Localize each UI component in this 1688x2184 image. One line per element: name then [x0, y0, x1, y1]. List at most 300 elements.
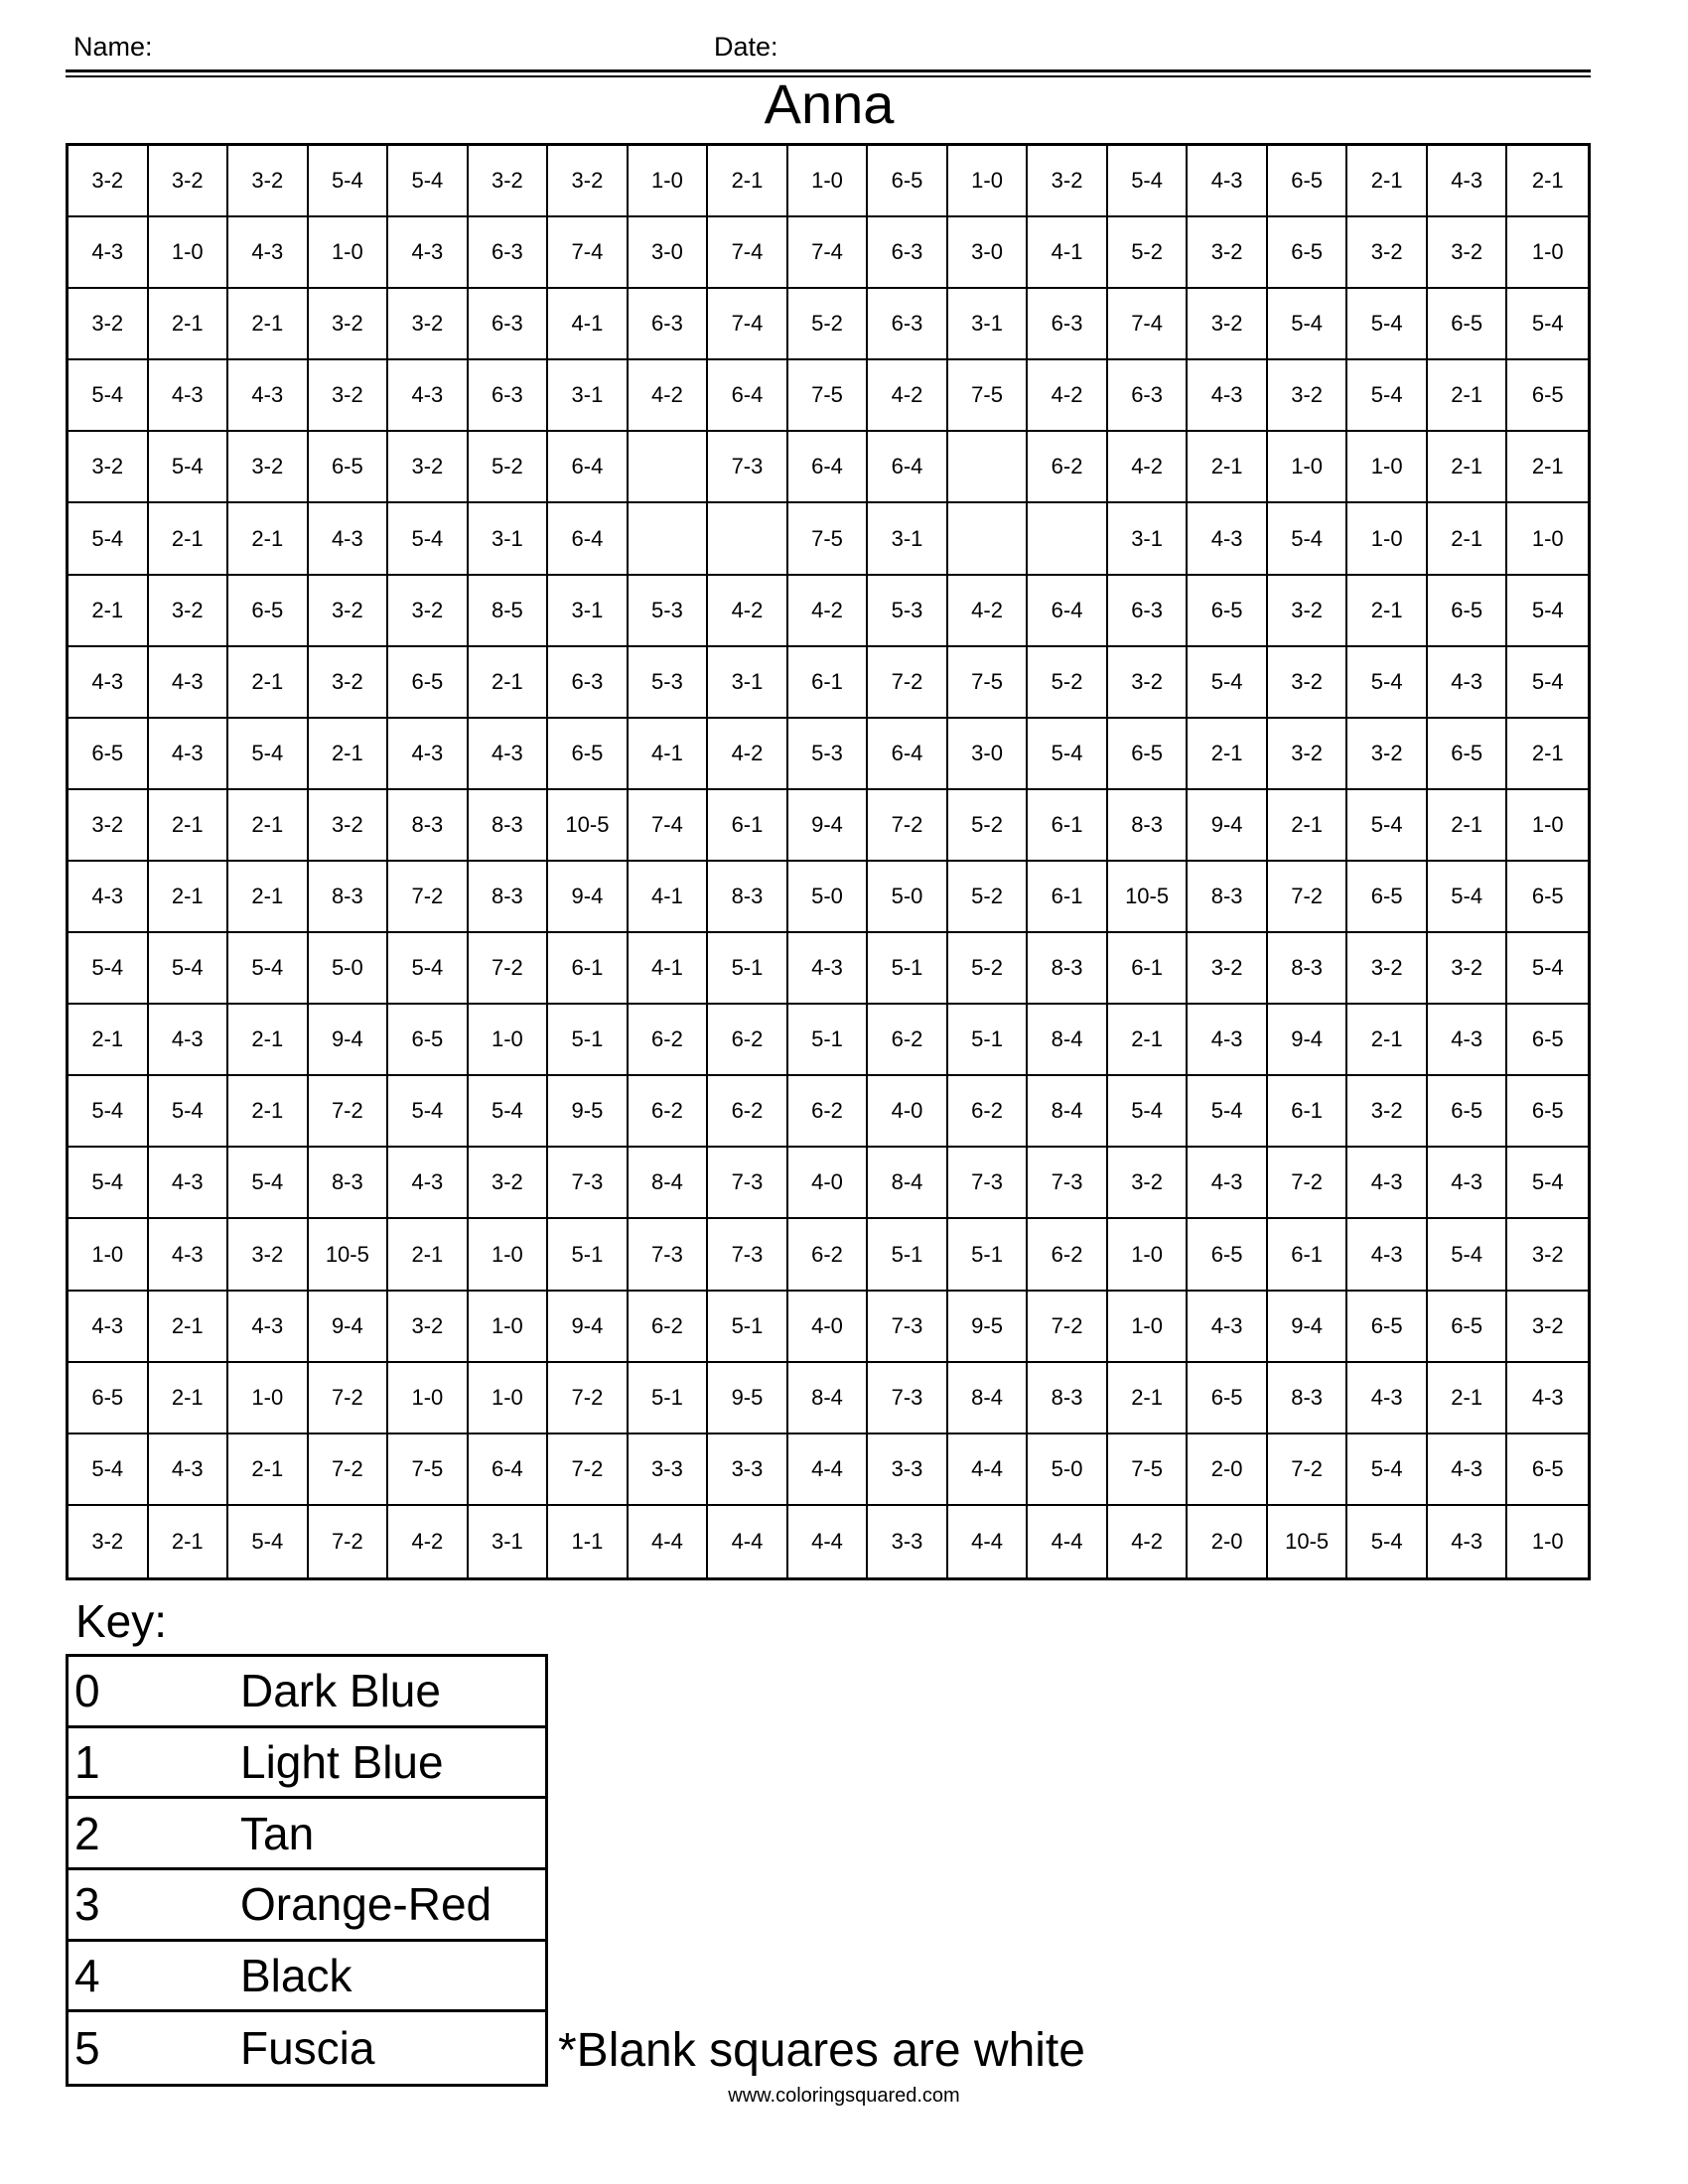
grid-cell: 2-1 [1108, 1363, 1189, 1434]
grid-cell: 7-5 [948, 647, 1029, 719]
grid-cell: 10-5 [1268, 1506, 1348, 1577]
grid-cell: 6-2 [788, 1219, 869, 1291]
grid-cell: 5-4 [228, 933, 309, 1005]
grid-cell: 5-1 [708, 933, 788, 1005]
grid-cell: 3-2 [1028, 146, 1108, 217]
grid-cell: 7-2 [548, 1363, 629, 1434]
grid-cell: 5-4 [149, 1076, 229, 1148]
grid-cell: 7-4 [708, 217, 788, 289]
grid-cell: 6-2 [1028, 1219, 1108, 1291]
grid-cell: 6-1 [1268, 1076, 1348, 1148]
grid-cell: 8-3 [1268, 1363, 1348, 1434]
grid-cell: 6-2 [708, 1076, 788, 1148]
grid-cell: 4-3 [388, 719, 469, 790]
grid-cell: 3-2 [69, 790, 149, 862]
grid-cell: 3-2 [1347, 217, 1428, 289]
grid-cell: 9-4 [548, 862, 629, 933]
grid-cell: 2-1 [309, 719, 389, 790]
grid-cell: 5-4 [469, 1076, 549, 1148]
grid-cell: 1-0 [1108, 1292, 1189, 1363]
grid-cell: 7-2 [309, 1506, 389, 1577]
grid-cell: 4-3 [228, 1292, 309, 1363]
grid-cell: 3-2 [1268, 719, 1348, 790]
grid-cell: 6-2 [868, 1005, 948, 1076]
grid-cell: 4-1 [629, 719, 709, 790]
grid-cell: 3-2 [149, 146, 229, 217]
grid-cell: 4-3 [69, 862, 149, 933]
grid-cell: 2-1 [1108, 1005, 1189, 1076]
grid-cell: 6-2 [948, 1076, 1029, 1148]
grid-cell: 2-1 [1428, 432, 1508, 503]
grid-cell: 6-2 [629, 1005, 709, 1076]
grid-cell: 6-5 [388, 647, 469, 719]
name-label: Name: [73, 32, 153, 62]
grid-cell: 9-4 [788, 790, 869, 862]
grid-cell: 7-4 [1108, 289, 1189, 360]
grid-cell: 6-5 [1347, 1292, 1428, 1363]
grid-cell: 6-4 [469, 1434, 549, 1506]
grid-cell: 6-4 [548, 432, 629, 503]
grid-cell: 2-1 [1428, 1363, 1508, 1434]
grid-cell: 5-4 [1507, 1148, 1588, 1219]
grid-cell: 3-3 [708, 1434, 788, 1506]
key-color-name: Light Blue [240, 1735, 444, 1788]
grid-cell: 3-2 [388, 576, 469, 647]
grid-cell: 6-4 [1028, 576, 1108, 647]
grid-cell: 5-4 [1188, 647, 1268, 719]
grid-cell: 7-2 [309, 1363, 389, 1434]
grid-cell: 3-0 [948, 719, 1029, 790]
grid-cell: 4-3 [69, 647, 149, 719]
date-label: Date: [714, 32, 778, 62]
grid-cell: 3-2 [1188, 933, 1268, 1005]
grid-cell: 8-4 [948, 1363, 1029, 1434]
grid-cell: 6-5 [69, 719, 149, 790]
grid-cell: 6-5 [1188, 1219, 1268, 1291]
grid-cell: 6-5 [1507, 1434, 1588, 1506]
grid-cell: 6-3 [469, 289, 549, 360]
grid-cell: 5-2 [948, 790, 1029, 862]
grid-cell: 4-3 [1347, 1219, 1428, 1291]
grid-cell: 4-3 [1428, 1148, 1508, 1219]
grid-cell: 3-2 [469, 146, 549, 217]
grid-cell: 5-4 [69, 933, 149, 1005]
grid-cell: 2-0 [1188, 1434, 1268, 1506]
grid-cell: 9-4 [309, 1292, 389, 1363]
grid-cell: 6-3 [1108, 576, 1189, 647]
grid-cell: 5-4 [1507, 576, 1588, 647]
grid-cell: 4-3 [149, 1219, 229, 1291]
grid-cell: 6-3 [1028, 289, 1108, 360]
grid-cell: 5-4 [228, 719, 309, 790]
grid-cell: 7-3 [868, 1363, 948, 1434]
grid-cell: 6-4 [788, 432, 869, 503]
grid-cell: 5-4 [69, 360, 149, 432]
grid-cell: 6-5 [309, 432, 389, 503]
grid-cell: 3-2 [1108, 1148, 1189, 1219]
grid-cell: 3-2 [388, 432, 469, 503]
grid-cell: 5-4 [388, 933, 469, 1005]
grid-cell [948, 503, 1029, 575]
grid-cell: 1-0 [1347, 503, 1428, 575]
grid-cell: 6-2 [629, 1076, 709, 1148]
grid-cell [948, 432, 1029, 503]
grid-cell: 6-5 [69, 1363, 149, 1434]
grid-cell: 4-3 [228, 360, 309, 432]
grid-cell: 3-2 [1428, 933, 1508, 1005]
key-number: 1 [74, 1735, 100, 1788]
grid-cell: 7-3 [708, 1219, 788, 1291]
grid-cell: 3-2 [228, 432, 309, 503]
grid-cell: 5-4 [1428, 1219, 1508, 1291]
grid-cell: 5-4 [228, 1506, 309, 1577]
grid-cell: 5-4 [69, 503, 149, 575]
grid-cell: 3-0 [629, 217, 709, 289]
grid-cell: 2-1 [149, 1506, 229, 1577]
grid-cell: 10-5 [1108, 862, 1189, 933]
grid-cell: 8-4 [788, 1363, 869, 1434]
grid-cell: 3-2 [1347, 933, 1428, 1005]
grid-cell: 5-4 [388, 1076, 469, 1148]
key-number: 5 [74, 2022, 100, 2075]
grid-cell: 5-1 [948, 1005, 1029, 1076]
grid-cell: 5-4 [1428, 862, 1508, 933]
grid-cell: 4-3 [1188, 1148, 1268, 1219]
grid-cell: 2-1 [149, 862, 229, 933]
grid-cell: 8-3 [469, 862, 549, 933]
grid-cell: 2-1 [228, 647, 309, 719]
grid-cell: 3-2 [1347, 719, 1428, 790]
grid-cell: 6-5 [1268, 146, 1348, 217]
grid-cell: 6-5 [1507, 1076, 1588, 1148]
grid-cell: 4-3 [149, 360, 229, 432]
grid-cell: 5-2 [469, 432, 549, 503]
grid-cell: 2-0 [1188, 1506, 1268, 1577]
grid-cell: 5-4 [309, 146, 389, 217]
grid-cell: 4-3 [309, 503, 389, 575]
grid-cell: 6-1 [1108, 933, 1189, 1005]
grid-cell: 4-4 [708, 1506, 788, 1577]
grid-cell: 6-5 [1347, 862, 1428, 933]
grid-cell: 5-2 [1028, 647, 1108, 719]
grid-cell: 5-1 [629, 1363, 709, 1434]
grid-cell: 4-0 [788, 1148, 869, 1219]
grid-cell: 8-4 [1028, 1076, 1108, 1148]
grid-cell: 4-3 [149, 1005, 229, 1076]
grid-cell: 7-2 [868, 647, 948, 719]
grid-cell: 7-3 [948, 1148, 1029, 1219]
grid-cell: 2-1 [69, 576, 149, 647]
grid-cell: 1-0 [388, 1363, 469, 1434]
grid-cell: 5-4 [1507, 289, 1588, 360]
grid-cell: 8-3 [309, 862, 389, 933]
grid-cell: 3-2 [69, 432, 149, 503]
grid-cell: 3-2 [309, 576, 389, 647]
grid-cell: 3-2 [309, 647, 389, 719]
grid-cell: 5-4 [388, 146, 469, 217]
grid-cell: 7-2 [309, 1076, 389, 1148]
grid-cell: 4-4 [1028, 1506, 1108, 1577]
grid-cell: 5-3 [788, 719, 869, 790]
grid-cell: 6-2 [1028, 432, 1108, 503]
grid-cell: 6-3 [868, 289, 948, 360]
grid-cell: 3-2 [228, 146, 309, 217]
grid-cell: 6-5 [1428, 719, 1508, 790]
grid-cell: 4-4 [948, 1506, 1029, 1577]
grid-cell: 8-3 [469, 790, 549, 862]
grid-cell: 9-5 [708, 1363, 788, 1434]
grid-cell: 4-3 [1347, 1148, 1428, 1219]
grid-cell: 5-1 [868, 933, 948, 1005]
grid-cell: 5-4 [149, 432, 229, 503]
grid-cell: 4-2 [388, 1506, 469, 1577]
grid-cell: 5-4 [1108, 146, 1189, 217]
key-color-name: Fuscia [240, 2022, 375, 2075]
grid-cell: 5-4 [69, 1076, 149, 1148]
grid-cell: 4-4 [629, 1506, 709, 1577]
grid-cell: 2-1 [1347, 146, 1428, 217]
grid-cell: 3-2 [1507, 1219, 1588, 1291]
grid-cell: 6-5 [1428, 289, 1508, 360]
grid-cell: 2-1 [228, 862, 309, 933]
grid-cell: 7-2 [469, 933, 549, 1005]
grid-cell: 2-1 [149, 790, 229, 862]
grid-cell: 5-4 [1268, 503, 1348, 575]
grid-cell: 7-5 [788, 503, 869, 575]
grid-cell: 1-0 [788, 146, 869, 217]
grid-cell: 6-3 [1108, 360, 1189, 432]
grid-cell: 3-3 [868, 1434, 948, 1506]
grid-cell: 5-4 [1347, 1434, 1428, 1506]
grid-cell: 4-3 [149, 719, 229, 790]
grid-cell: 7-5 [388, 1434, 469, 1506]
grid-cell: 3-2 [388, 289, 469, 360]
grid-cell: 4-4 [788, 1434, 869, 1506]
grid-cell: 6-1 [548, 933, 629, 1005]
grid-cell: 4-2 [788, 576, 869, 647]
grid-cell: 5-4 [1188, 1076, 1268, 1148]
grid-cell: 7-2 [1268, 1434, 1348, 1506]
grid-cell: 2-1 [1347, 1005, 1428, 1076]
grid-cell: 4-3 [1347, 1363, 1428, 1434]
grid-cell: 9-4 [548, 1292, 629, 1363]
grid-cell: 3-2 [69, 146, 149, 217]
grid-cell: 4-3 [788, 933, 869, 1005]
grid-cell: 3-1 [469, 503, 549, 575]
grid-cell: 4-3 [1188, 503, 1268, 575]
grid-cell: 1-0 [309, 217, 389, 289]
grid-cell: 2-1 [1507, 146, 1588, 217]
grid-cell: 8-3 [1188, 862, 1268, 933]
grid-cell: 5-1 [788, 1005, 869, 1076]
grid-cell: 8-4 [629, 1148, 709, 1219]
grid-cell: 2-1 [1188, 719, 1268, 790]
grid-cell: 6-2 [708, 1005, 788, 1076]
grid-cell: 4-3 [69, 1292, 149, 1363]
grid-cell: 8-3 [1268, 933, 1348, 1005]
grid-cell: 3-2 [309, 360, 389, 432]
grid-cell: 7-3 [708, 1148, 788, 1219]
grid-cell: 7-2 [309, 1434, 389, 1506]
grid-cell: 7-2 [388, 862, 469, 933]
grid-cell: 8-4 [868, 1148, 948, 1219]
grid-cell: 4-3 [149, 647, 229, 719]
grid-cell: 4-3 [1188, 1292, 1268, 1363]
grid-cell: 2-1 [1428, 360, 1508, 432]
grid-cell: 4-3 [1428, 1005, 1508, 1076]
grid-cell: 5-1 [948, 1219, 1029, 1291]
grid-cell: 2-1 [228, 1434, 309, 1506]
grid-cell: 6-4 [708, 360, 788, 432]
grid-cell: 7-2 [1028, 1292, 1108, 1363]
grid-cell: 7-2 [1268, 1148, 1348, 1219]
grid-cell: 4-4 [788, 1506, 869, 1577]
grid-cell: 5-3 [629, 576, 709, 647]
grid-cell: 3-2 [69, 289, 149, 360]
grid-cell [708, 503, 788, 575]
grid-cell: 5-1 [548, 1219, 629, 1291]
grid-cell: 7-5 [1108, 1434, 1189, 1506]
grid-cell: 5-0 [868, 862, 948, 933]
grid-cell: 2-1 [228, 1076, 309, 1148]
grid-cell: 8-3 [309, 1148, 389, 1219]
grid-cell: 8-3 [388, 790, 469, 862]
grid-cell: 4-2 [708, 719, 788, 790]
grid-cell: 1-0 [69, 1219, 149, 1291]
grid-cell: 8-3 [1028, 1363, 1108, 1434]
grid-cell: 7-3 [708, 432, 788, 503]
grid-cell: 4-3 [388, 360, 469, 432]
grid-cell: 6-3 [548, 647, 629, 719]
grid-cell: 3-2 [228, 1219, 309, 1291]
grid-cell: 5-0 [788, 862, 869, 933]
grid-cell: 5-4 [228, 1148, 309, 1219]
grid-cell: 6-3 [868, 217, 948, 289]
grid-cell: 9-5 [948, 1292, 1029, 1363]
grid-cell: 3-2 [1347, 1076, 1428, 1148]
grid-cell: 2-1 [469, 647, 549, 719]
grid-cell: 3-0 [948, 217, 1029, 289]
grid-cell: 1-0 [948, 146, 1029, 217]
grid-cell: 4-1 [1028, 217, 1108, 289]
key-row [69, 1799, 545, 1870]
grid-cell: 3-2 [1268, 647, 1348, 719]
grid-cell: 3-3 [629, 1434, 709, 1506]
grid-cell: 4-3 [1507, 1363, 1588, 1434]
grid-cell: 4-2 [1108, 432, 1189, 503]
grid-cell: 5-4 [149, 933, 229, 1005]
key-row [69, 1942, 545, 2013]
grid-cell: 2-1 [388, 1219, 469, 1291]
grid-cell: 5-4 [1507, 933, 1588, 1005]
grid-cell: 5-4 [1028, 719, 1108, 790]
grid-cell: 6-1 [1028, 790, 1108, 862]
grid-cell: 8-3 [1028, 933, 1108, 1005]
grid-cell: 5-2 [948, 933, 1029, 1005]
grid-cell: 4-3 [1428, 146, 1508, 217]
grid-cell: 3-2 [1268, 360, 1348, 432]
grid-cell: 4-3 [469, 719, 549, 790]
grid-cell: 6-5 [388, 1005, 469, 1076]
grid-cell: 4-2 [868, 360, 948, 432]
grid-cell: 7-3 [548, 1148, 629, 1219]
grid-cell [1028, 503, 1108, 575]
grid-cell: 6-5 [1268, 217, 1348, 289]
grid-cell: 9-4 [309, 1005, 389, 1076]
grid-cell: 2-1 [1428, 503, 1508, 575]
grid-cell: 4-0 [868, 1076, 948, 1148]
grid-cell [629, 432, 709, 503]
grid-cell: 3-2 [1108, 647, 1189, 719]
grid-cell: 5-2 [1108, 217, 1189, 289]
grid-cell: 6-5 [868, 146, 948, 217]
grid-cell: 7-3 [1028, 1148, 1108, 1219]
grid-cell: 4-4 [948, 1434, 1029, 1506]
grid-cell: 6-5 [548, 719, 629, 790]
grid-cell: 4-2 [948, 576, 1029, 647]
grid-cell: 4-2 [708, 576, 788, 647]
grid-cell: 9-4 [1268, 1005, 1348, 1076]
grid-cell: 1-0 [469, 1363, 549, 1434]
grid-cell: 3-1 [548, 576, 629, 647]
grid-cell: 6-2 [788, 1076, 869, 1148]
grid-cell: 3-2 [309, 289, 389, 360]
grid-cell: 1-0 [1268, 432, 1348, 503]
grid-cell: 7-4 [548, 217, 629, 289]
grid-cell: 5-4 [1347, 289, 1428, 360]
grid-cell: 1-0 [469, 1219, 549, 1291]
grid-cell: 1-0 [629, 146, 709, 217]
grid-cell: 6-1 [1028, 862, 1108, 933]
grid-cell: 1-1 [548, 1506, 629, 1577]
grid-cell: 5-2 [948, 862, 1029, 933]
grid-cell: 4-3 [388, 217, 469, 289]
grid-cell: 1-0 [1507, 503, 1588, 575]
grid-cell: 3-2 [69, 1506, 149, 1577]
grid-cell: 1-0 [1108, 1219, 1189, 1291]
grid-cell: 4-2 [1108, 1506, 1189, 1577]
grid-cell: 2-1 [1268, 790, 1348, 862]
grid-cell: 5-4 [1507, 647, 1588, 719]
grid-cell: 5-4 [1108, 1076, 1189, 1148]
grid-cell: 3-2 [469, 1148, 549, 1219]
grid-cell: 4-1 [629, 862, 709, 933]
grid-cell: 6-5 [228, 576, 309, 647]
grid-cell: 1-0 [1507, 790, 1588, 862]
grid-cell: 3-2 [1507, 1292, 1588, 1363]
grid-cell: 5-0 [309, 933, 389, 1005]
grid-cell: 2-1 [149, 503, 229, 575]
grid-cell: 5-4 [1347, 1506, 1428, 1577]
grid-cell: 4-3 [149, 1434, 229, 1506]
grid-cell: 10-5 [309, 1219, 389, 1291]
grid-cell: 5-4 [69, 1148, 149, 1219]
key-number: 4 [74, 1949, 100, 2001]
grid-cell: 2-1 [69, 1005, 149, 1076]
grid-cell: 7-4 [708, 289, 788, 360]
grid-cell: 8-5 [469, 576, 549, 647]
grid-cell: 5-3 [868, 576, 948, 647]
grid-cell: 4-3 [1428, 1434, 1508, 1506]
grid-cell: 5-1 [548, 1005, 629, 1076]
grid-cell: 7-3 [629, 1219, 709, 1291]
grid-cell: 6-5 [1188, 1363, 1268, 1434]
key-row [69, 1728, 545, 1800]
grid-cell: 3-2 [388, 1292, 469, 1363]
grid-cell: 6-1 [1268, 1219, 1348, 1291]
grid-cell: 4-3 [1188, 1005, 1268, 1076]
grid-cell: 3-2 [1188, 217, 1268, 289]
